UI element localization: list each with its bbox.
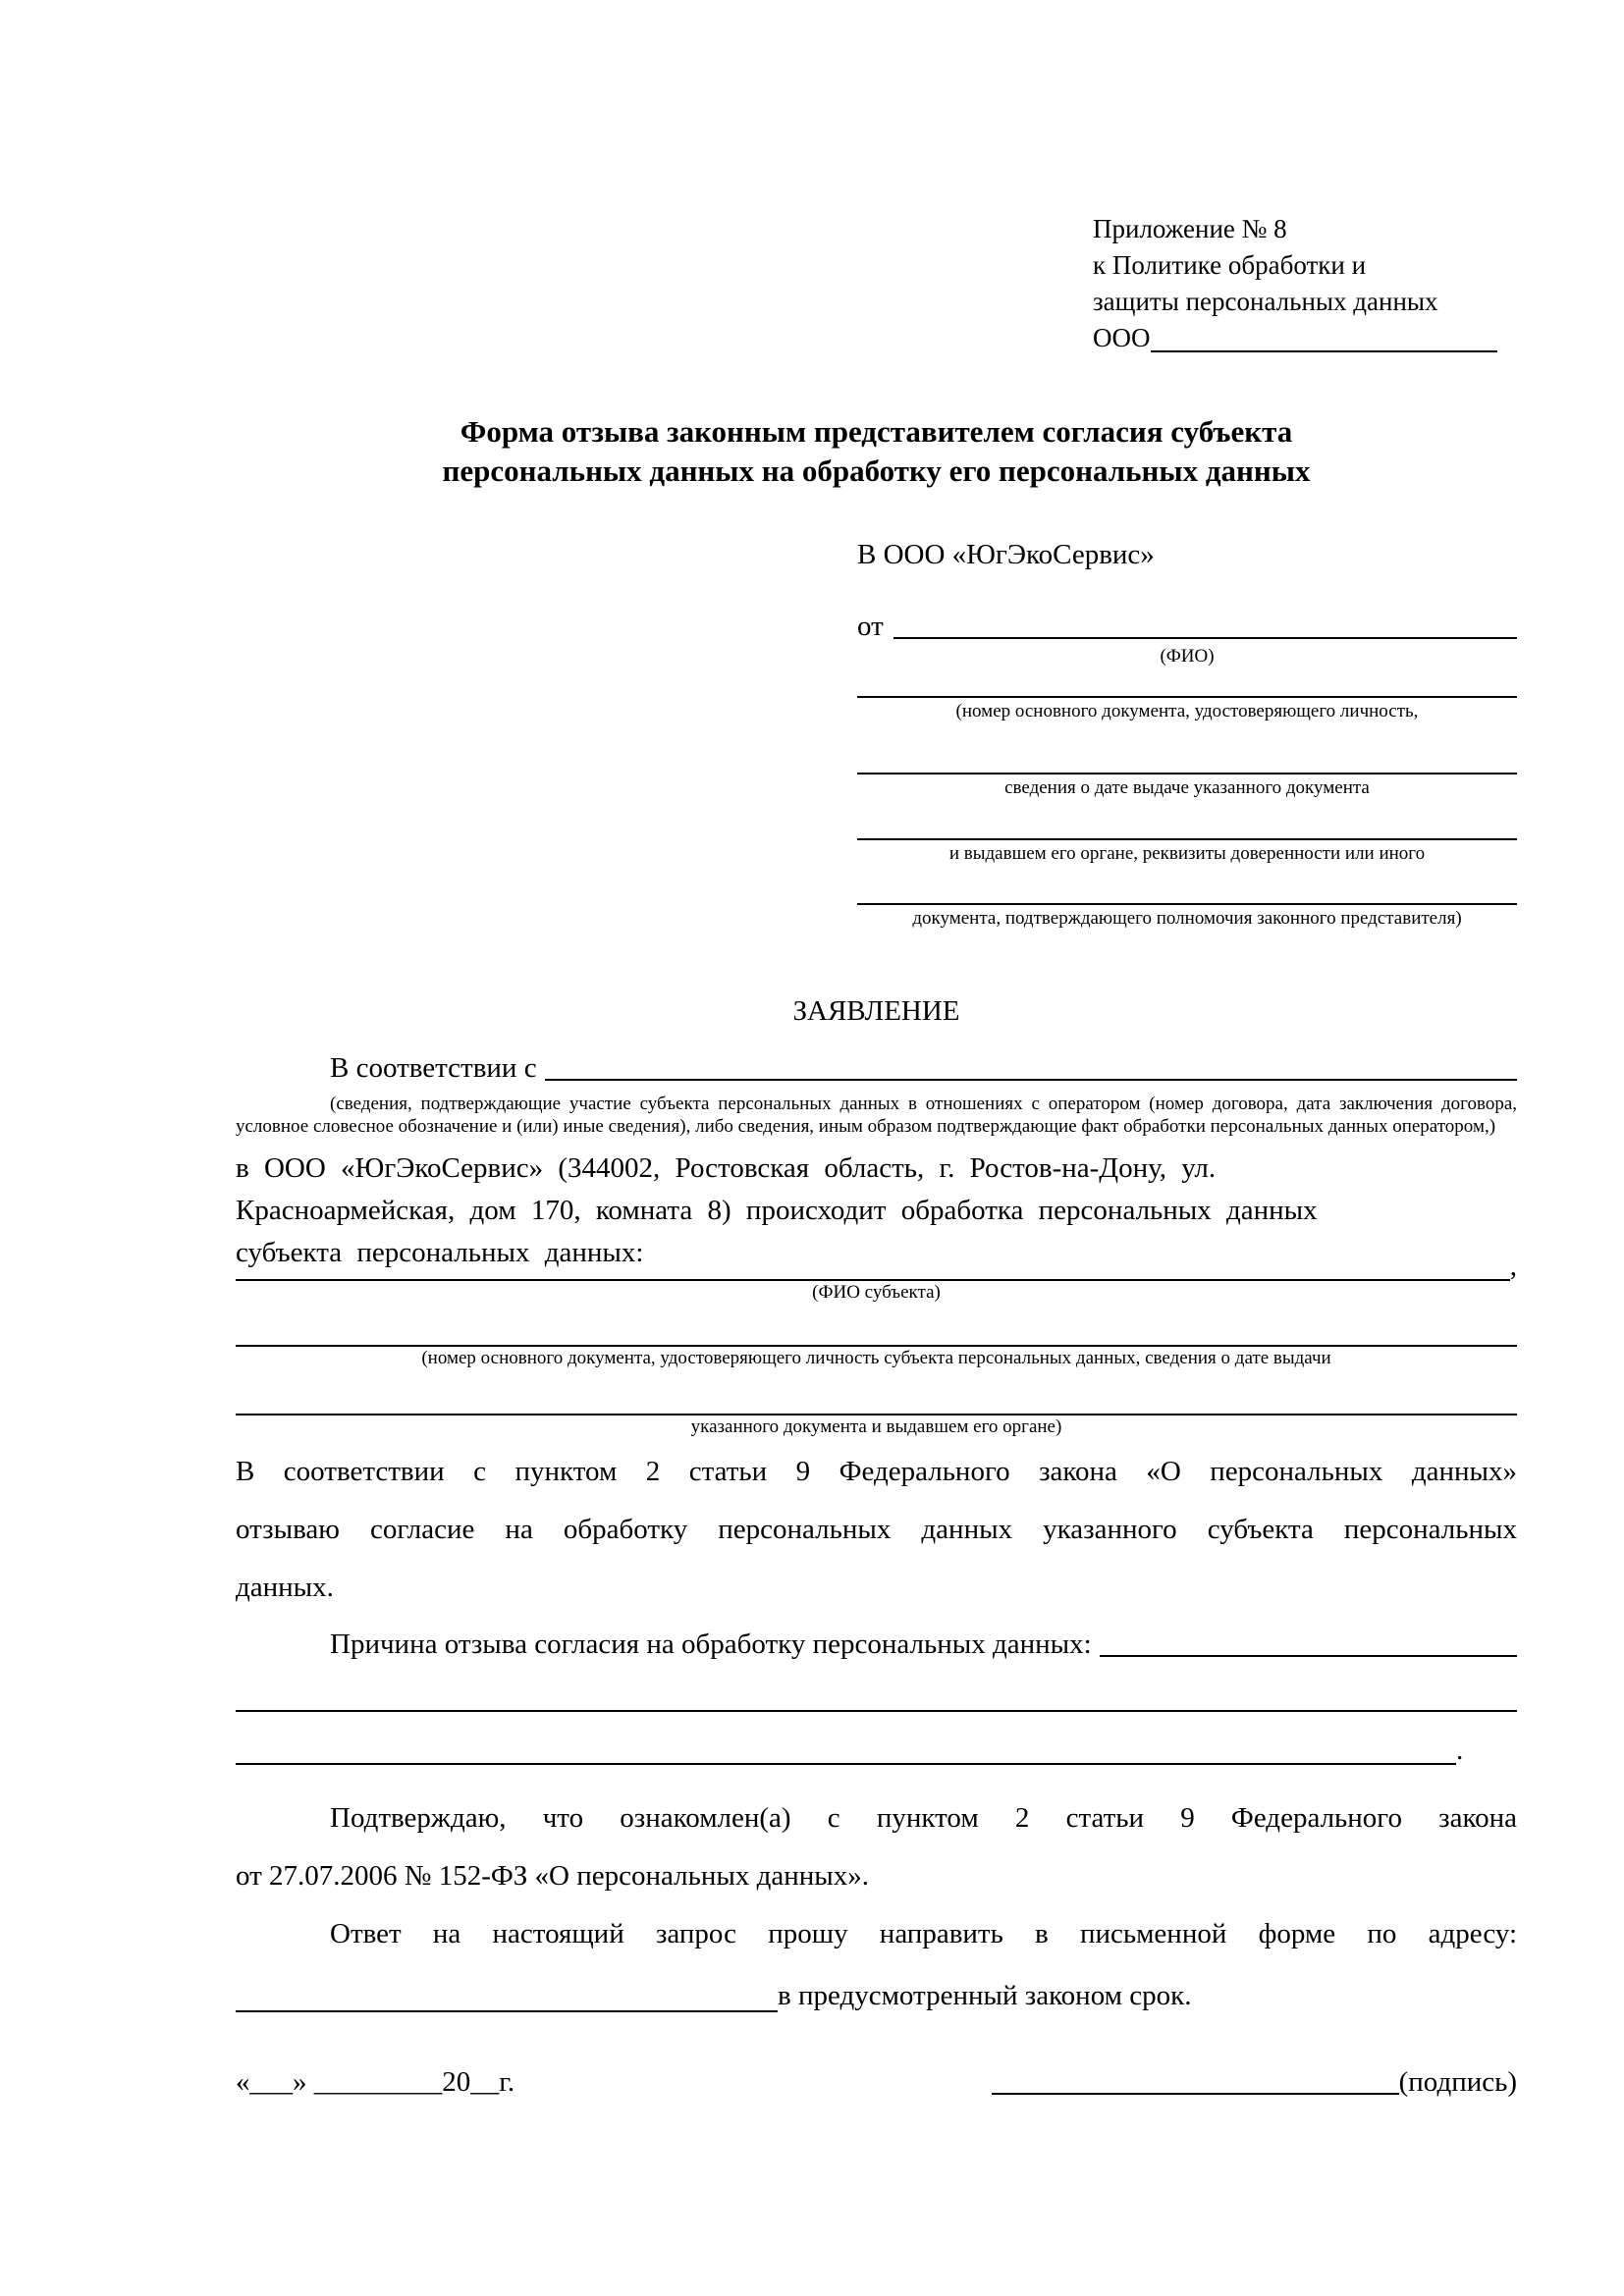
field-caption: и выдавшем его органе, реквизиты доверенности или иного	[948, 843, 1426, 864]
blank-line	[857, 773, 1517, 774]
trailing-comma: ,	[1509, 1251, 1517, 1282]
paragraph-line: Подтверждаю, что ознакомлен(а) с пунктом 2 статьи 9 Федерального закона	[330, 1802, 1517, 1834]
signature-line	[992, 2093, 1399, 2095]
reason-blank-row	[236, 1728, 1517, 1765]
confirmation-paragraph	[236, 1789, 1517, 1905]
reason-blank-line	[236, 1726, 1456, 1765]
withdrawal-paragraph	[236, 1443, 1517, 1617]
accordance-blank-line	[545, 1079, 1517, 1081]
org-prefix: ООО	[1093, 323, 1151, 352]
addressee-from-row	[857, 604, 1517, 643]
appendix-org-row	[1093, 320, 1497, 356]
date-blank: «___» _________20__г.	[236, 2066, 515, 2098]
paragraph-line: Красноармейская, дом 170, комната 8) происходит обработка персональных данных	[236, 1195, 1318, 1226]
subject-doc-blank-line	[236, 1376, 1517, 1415]
answer-paragraph: Ответ на настоящий запрос прошу направить в письменной форме по адресу:	[330, 1918, 1517, 1949]
document-title	[236, 412, 1517, 491]
paragraph-line: В соответствии с пунктом 2 статьи 9 Федерального закона «О персональных данных»	[236, 1456, 1517, 1487]
field-caption: (ФИО субъекта)	[812, 1282, 941, 1303]
appendix-block	[1093, 211, 1497, 356]
paragraph-line: в ООО «ЮгЭкоСервис» (344002, Ростовская область, г. Ростов-на-Дону, ул.	[236, 1152, 1217, 1184]
reason-line	[236, 1622, 1517, 1661]
reason-label: Причина отзыва согласия на обработку персональных данных:	[330, 1629, 1092, 1660]
field-caption: сведения о дате выдаче указанного документа	[1004, 777, 1370, 798]
subject-doc-row	[236, 1378, 1517, 1415]
statement-heading: ЗАЯВЛЕНИЕ	[792, 995, 960, 1027]
accordance-line	[236, 1045, 1517, 1085]
answer-blank-line	[236, 1961, 778, 2012]
footer-row	[236, 2059, 1517, 2099]
answer-address-row	[236, 1963, 1517, 2012]
paragraph-line: субъекта персональных данных:	[236, 1237, 644, 1268]
trailing-period: .	[1456, 1735, 1464, 1766]
reason-blank-line	[236, 1673, 1517, 1712]
answer-suffix: в предусмотренный законом срок.	[778, 1980, 1192, 2011]
field-caption: документа, подтверждающего полномочия законного представителя)	[912, 908, 1462, 929]
appendix-line: защиты персональных данных	[1093, 287, 1438, 316]
appendix-line: Приложение № 8	[1093, 214, 1287, 243]
field-caption: (номер основного документа, удостоверяющего личность,	[955, 701, 1419, 721]
paragraph-line: данных.	[236, 1572, 334, 1603]
org-blank-line	[1151, 350, 1498, 352]
blank-line	[857, 696, 1517, 698]
blank-line	[857, 838, 1517, 840]
signature-caption: (подпись)	[1398, 2066, 1517, 2098]
paragraph-line: от 27.07.2006 № 152-ФЗ «О персональных данных».	[236, 1860, 870, 1892]
accordance-note: (сведения, подтверждающие участие субъекта персональных данных в отношениях с оператором (номер договора, дата заключения договора, условное словесное обозначение и (или) иные сведения), либо сведения, иным образом подтверждающие факт обработки персональных данных оператором,)	[236, 1094, 1517, 1137]
reason-blank-row	[236, 1675, 1517, 1712]
reason-blank-line	[1100, 1655, 1517, 1657]
signature-block	[992, 2066, 1517, 2099]
addressee-block	[857, 535, 1517, 931]
appendix-line: к Политике обработки и	[1093, 250, 1367, 280]
from-label: от	[857, 611, 884, 642]
fio-blank-line	[893, 637, 1517, 639]
blank-line	[857, 903, 1517, 905]
subject-fio-blank-line	[236, 1242, 1510, 1281]
field-caption: (номер основного документа, удостоверяющего личность субъекта персональных данных, сведения о дате выдачи	[421, 1348, 1331, 1368]
subject-fio-row	[236, 1244, 1517, 1281]
subject-doc-row	[236, 1309, 1517, 1347]
field-caption: указанного документа и выдавшем его органе)	[690, 1416, 1062, 1437]
title-line: Форма отзыва законным представителем согласия субъекта	[460, 414, 1293, 449]
addressee-to: В ООО «ЮгЭкоСервис»	[857, 539, 1155, 570]
paragraph-line: отзываю согласие на обработку персональных данных указанного субъекта персональных	[236, 1514, 1517, 1545]
accordance-prefix: В соответствии с	[330, 1052, 537, 1084]
field-caption: (ФИО)	[1160, 646, 1215, 667]
subject-doc-blank-line	[236, 1308, 1517, 1347]
title-line: персональных данных на обработку его персональных данных	[442, 454, 1311, 488]
